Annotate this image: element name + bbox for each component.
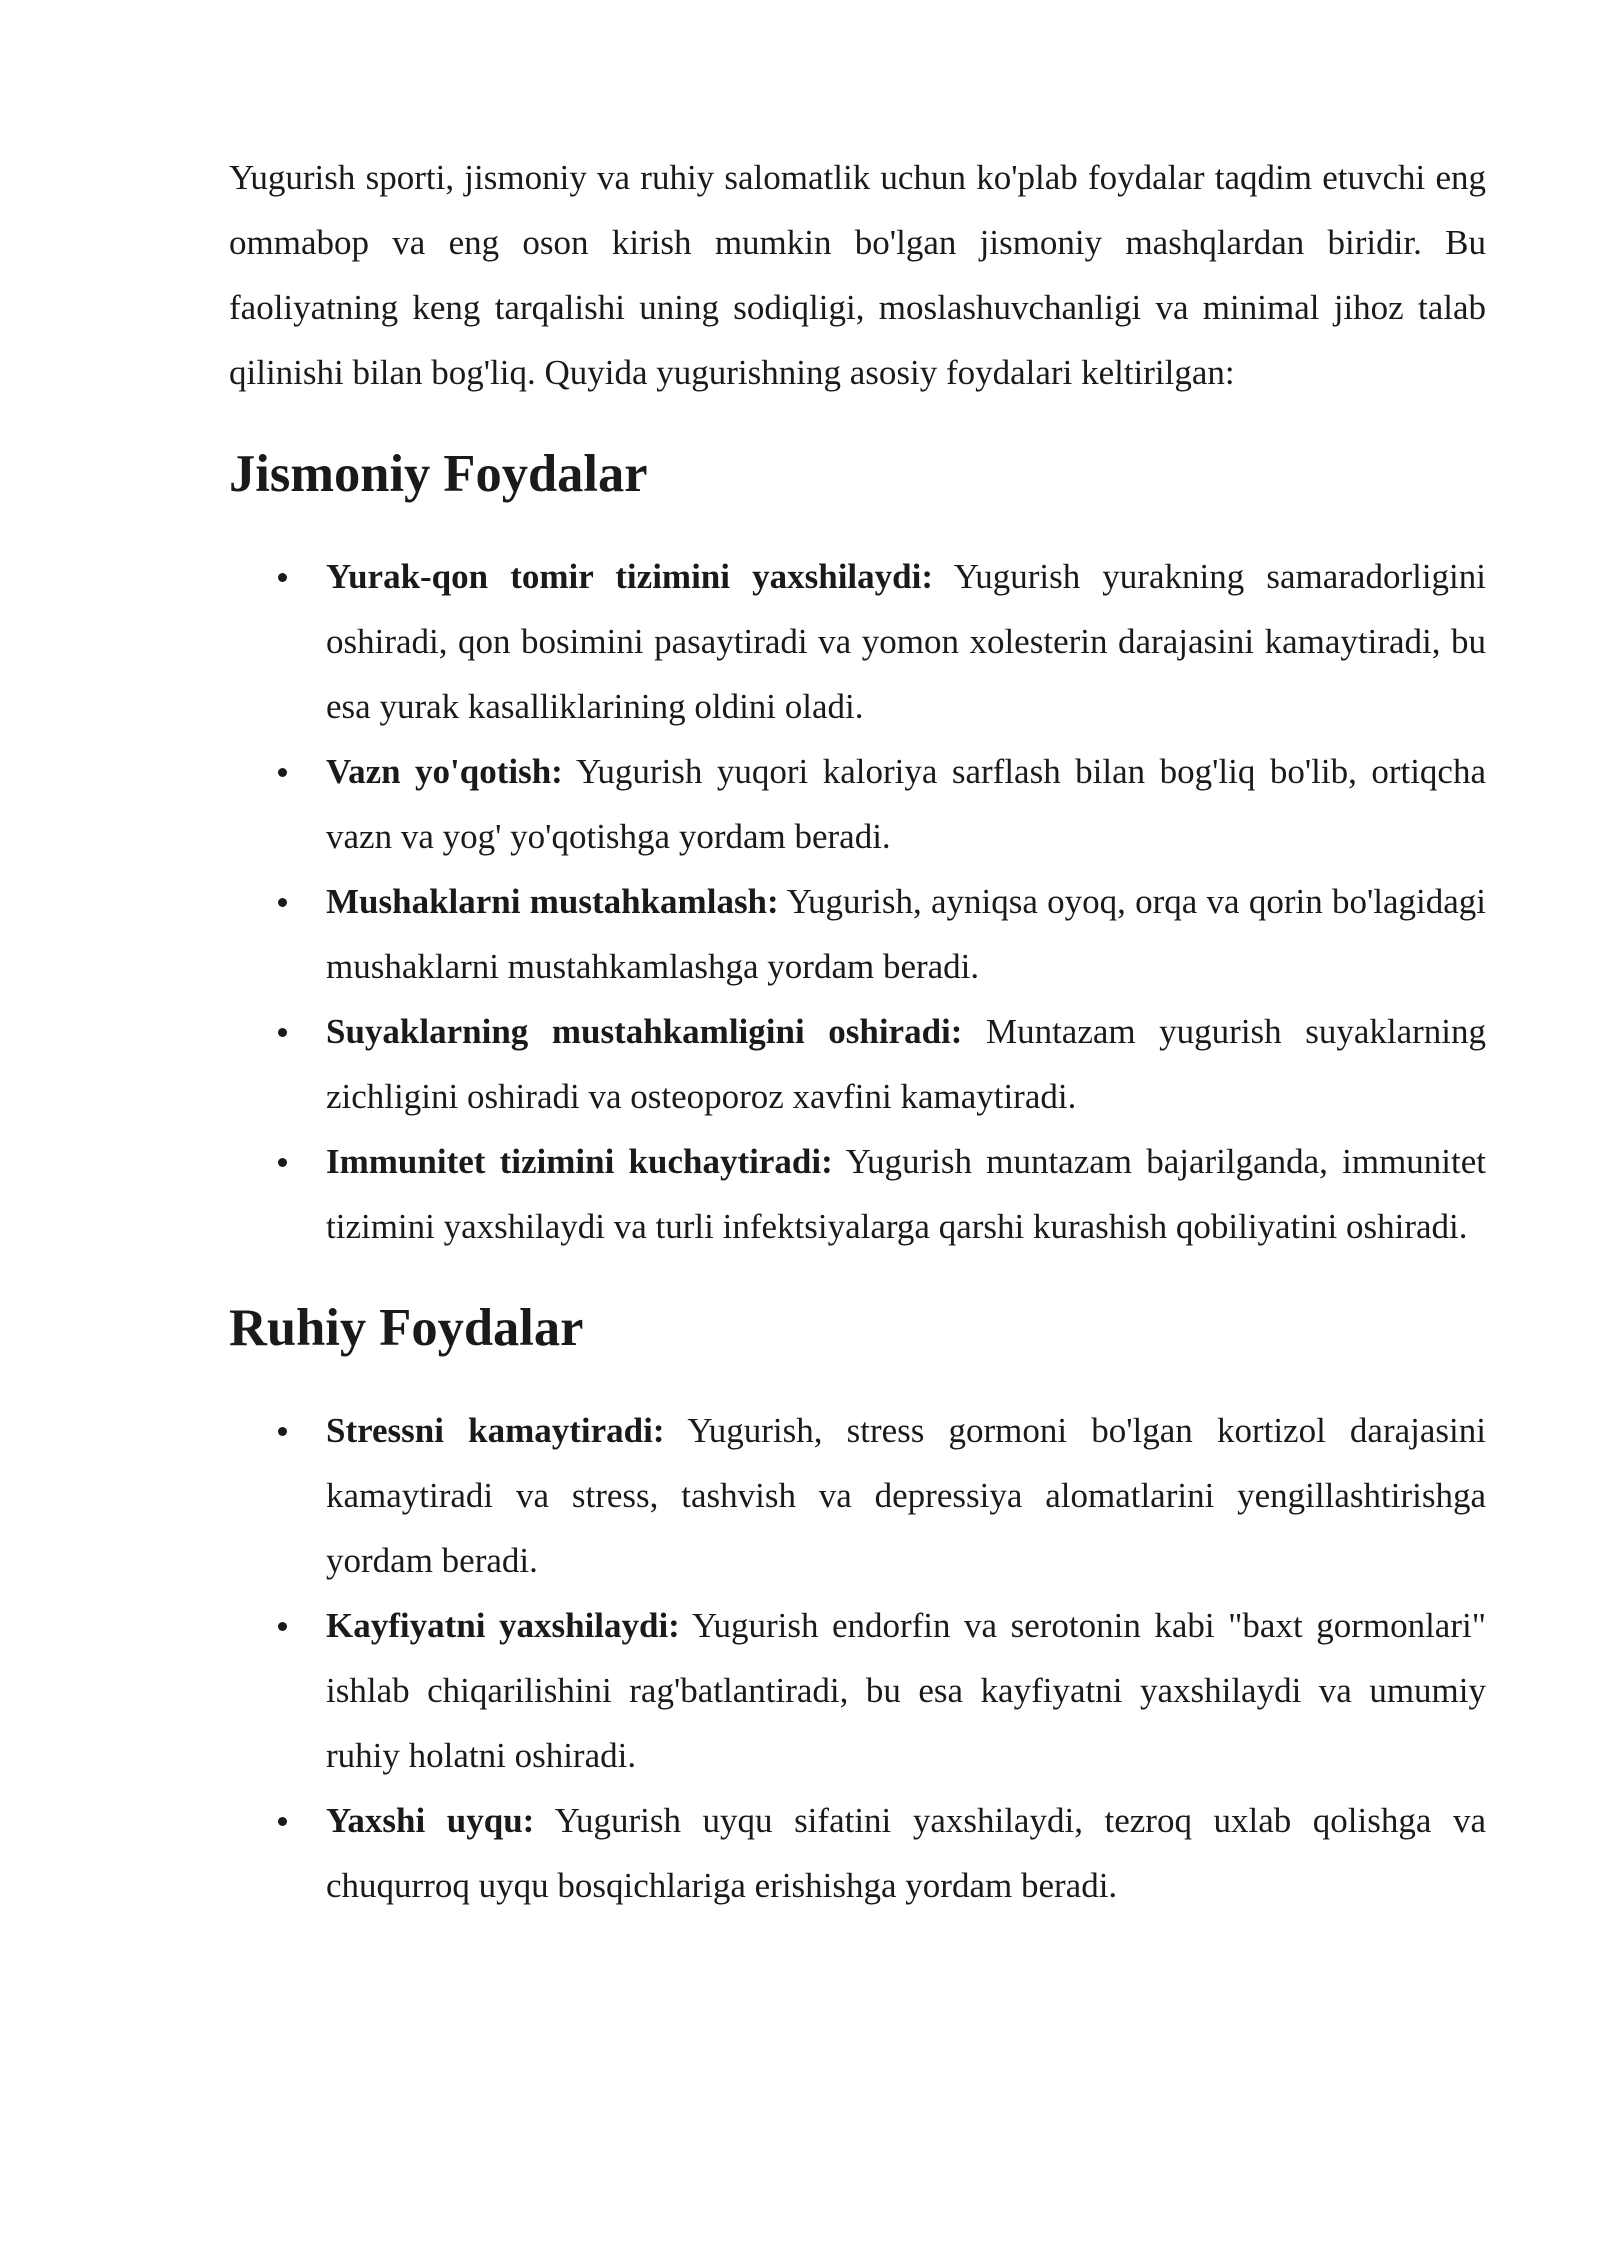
section-heading-mental: Ruhiy Foydalar xyxy=(229,1299,584,1357)
bullet-icon xyxy=(278,1028,287,1037)
item-text: Yugurish yurakning samaradorligini oshiradi, qon bosimini pasaytiradi va yomon xolesterin darajasini kamaytiradi, bu esa yurak kasalliklarining oldini oladi. xyxy=(326,557,1486,726)
list-item xyxy=(229,1129,1486,1259)
item-text: Yugurish muntazam bajarilganda, immunitet tizimini yaxshilaydi va turli infektsiyalarga qarshi kurashish qobiliyatini oshiradi. xyxy=(326,1142,1486,1246)
item-term: Yaxshi uyqu: xyxy=(326,1801,535,1840)
list-item xyxy=(229,1398,1486,1593)
item-term: Suyaklarning mustahkamligini oshiradi: xyxy=(326,1012,963,1051)
section-heading-physical: Jismoniy Foydalar xyxy=(229,445,648,503)
item-term: Immunitet tizimini kuchaytiradi: xyxy=(326,1142,833,1181)
bullet-icon xyxy=(278,1817,287,1826)
bullet-icon xyxy=(278,1427,287,1436)
item-text: Yugurish, stress gormoni bo'lgan kortizol darajasini kamaytiradi va stress, tashvish va depressiya alomatlarini yengillashtirishga yordam beradi. xyxy=(326,1411,1486,1580)
item-term: Kayfiyatni yaxshilaydi: xyxy=(326,1606,680,1645)
list-item xyxy=(229,1593,1486,1788)
bullet-icon xyxy=(278,1622,287,1631)
list-item xyxy=(229,544,1486,739)
item-term: Stressni kamaytiradi: xyxy=(326,1411,665,1450)
document-page xyxy=(229,145,1486,1918)
item-term: Mushaklarni mustahkamlash: xyxy=(326,882,779,921)
physical-benefits-list xyxy=(229,544,1486,1259)
item-text: Yugurish yuqori kaloriya sarflash bilan bog'liq bo'lib, ortiqcha vazn va yog' yo'qotishga yordam beradi. xyxy=(326,752,1486,856)
bullet-icon xyxy=(278,573,287,582)
item-term: Vazn yo'qotish: xyxy=(326,752,563,791)
item-text: Yugurish, ayniqsa oyoq, orqa va qorin bo'lagidagi mushaklarni mustahkamlashga yordam beradi. xyxy=(326,882,1486,986)
bullet-icon xyxy=(278,898,287,907)
list-item xyxy=(229,999,1486,1129)
list-item xyxy=(229,1788,1486,1918)
mental-benefits-list xyxy=(229,1398,1486,1918)
item-term: Yurak-qon tomir tizimini yaxshilaydi: xyxy=(326,557,933,596)
list-item xyxy=(229,739,1486,869)
item-text: Yugurish uyqu sifatini yaxshilaydi, tezroq uxlab qolishga va chuqurroq uyqu bosqichlariga erishishga yordam beradi. xyxy=(326,1801,1486,1905)
item-text: Yugurish endorfin va serotonin kabi "baxt gormonlari" ishlab chiqarilishini rag'batlantiradi, bu esa kayfiyatni yaxshilaydi va umumiy ruhiy holatni oshiradi. xyxy=(326,1606,1486,1775)
intro-paragraph: Yugurish sporti, jismoniy va ruhiy salomatlik uchun ko'plab foydalar taqdim etuvchi eng ommabop va eng oson kirish mumkin bo'lgan jismoniy mashqlardan biridir. Bu faoliyatning keng tarqalishi uning sodiqligi, moslashuvchanligi va minimal jihoz talab qilinishi bilan bog'liq. Quyida yugurishning asosiy foydalari keltirilgan: xyxy=(229,158,1486,392)
bullet-icon xyxy=(278,1158,287,1167)
list-item xyxy=(229,869,1486,999)
bullet-icon xyxy=(278,768,287,777)
item-text: Muntazam yugurish suyaklarning zichligini oshiradi va osteoporoz xavfini kamaytiradi. xyxy=(326,1012,1487,1116)
